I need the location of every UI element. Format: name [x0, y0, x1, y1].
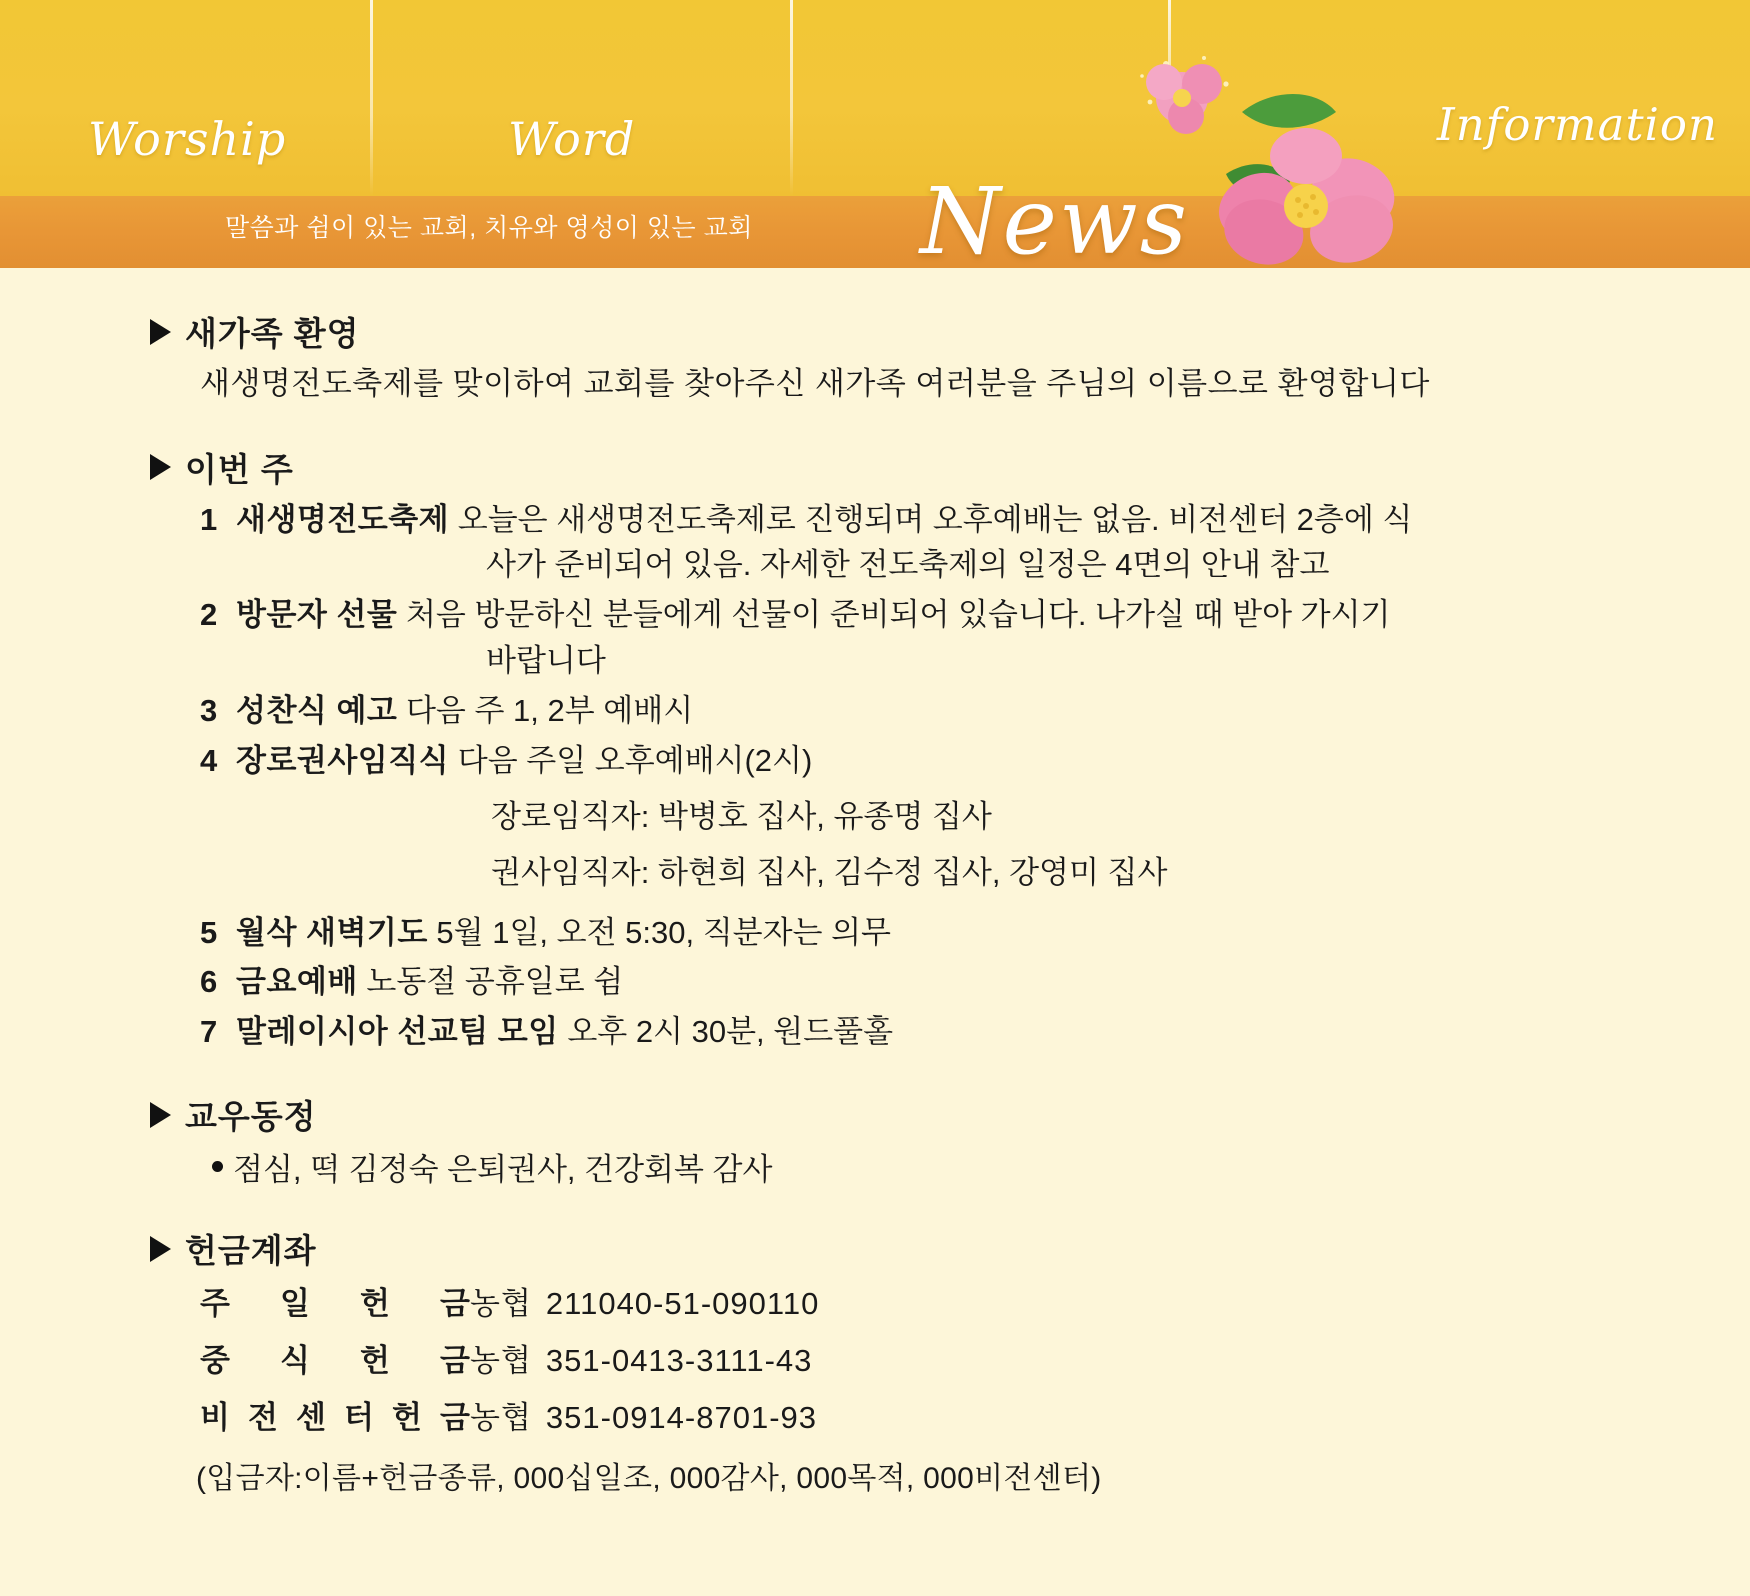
item-index: 3: [200, 693, 218, 728]
account-label-char: 일: [280, 1286, 310, 1322]
account-label-char: 헌: [360, 1343, 390, 1379]
section-members-title: 교우동정: [185, 1098, 317, 1136]
list-item: [0, 592, 1750, 684]
page-header: [0, 0, 1750, 196]
account-label-char: 터: [344, 1400, 374, 1436]
item-lead: 장로권사임직식: [236, 742, 450, 778]
item-continuation: 바랍니다: [486, 643, 606, 679]
triangle-bullet-icon: [150, 454, 171, 480]
item-index: 5: [200, 914, 218, 950]
dot-bullet-icon: [212, 1161, 223, 1172]
account-label-char: 중: [200, 1343, 230, 1379]
item-lead: 성찬식 예고: [236, 693, 398, 728]
section-welcome: [0, 308, 1750, 408]
section-welcome-header: [0, 308, 1750, 355]
header-divider-1: [370, 0, 373, 196]
account-label-char: 주: [200, 1286, 230, 1322]
header-tab-word[interactable]: Word: [508, 112, 636, 166]
section-welcome-text: 새생명전도축제를 맞이하여 교회를 찾아주신 새가족 여러분을 주님의 이름으로 환영합니다: [200, 366, 1430, 401]
this-week-list: [0, 497, 1750, 1056]
section-members: [0, 1091, 1750, 1189]
header-tab-information[interactable]: Information: [1436, 98, 1718, 151]
item-subline-elders: 장로임직자: 박병호 집사, 유종명 집사: [491, 798, 992, 834]
list-item: [0, 959, 1750, 1005]
section-members-header: [0, 1091, 1750, 1138]
item-lead: 말레이시아 선교팀 모임: [236, 1014, 559, 1050]
item-text: 다음 주 1, 2부 예배시: [405, 693, 694, 728]
item-subline-deaconesses: 권사임직자: 하현희 집사, 김수정 집사, 강영미 집사: [491, 854, 1168, 890]
triangle-bullet-icon: [150, 1102, 171, 1128]
account-label-char: 금: [440, 1343, 470, 1379]
account-label-char: 센: [296, 1400, 326, 1436]
item-text: 오늘은 새생명전도축제로 진행되며 오후예배는 없음. 비전센터 2층에 식: [457, 501, 1413, 537]
item-text: 처음 방문하신 분들에게 선물이 준비되어 있습니다. 나가실 때 받아 가시기: [405, 597, 1391, 633]
header-tab-worship[interactable]: Worship: [88, 112, 287, 166]
triangle-bullet-icon: [150, 1236, 171, 1262]
list-item: [0, 1144, 1750, 1189]
account-number: 211040-51-090110: [545, 1286, 820, 1322]
item-lead: 방문자 선물: [236, 597, 398, 633]
account-label-char: 금: [440, 1400, 470, 1436]
item-index: 2: [200, 597, 218, 633]
section-offering-header: [0, 1225, 1750, 1272]
offering-note: (입금자:이름+헌금종류, 000십일조, 000감사, 000목적, 000비전센터): [196, 1462, 1102, 1496]
section-this-week-title: 이번 주: [185, 450, 294, 488]
account-label: [200, 1335, 470, 1380]
bulletin-body: [0, 268, 1750, 1507]
item-index: 7: [200, 1014, 218, 1050]
item-lead: 새생명전도축제: [236, 501, 450, 537]
table-row: [0, 1335, 1750, 1380]
item-text: 5월 1일, 오전 5:30, 직분자는 의무: [436, 914, 891, 950]
section-offering-title: 헌금계좌: [185, 1232, 317, 1270]
list-item: [0, 910, 1750, 956]
list-item: [0, 688, 1750, 734]
account-bank: 농협: [470, 1400, 532, 1436]
section-offering: [0, 1225, 1750, 1497]
item-text: 노동절 공휴일로 쉼: [366, 964, 624, 1000]
account-label-char: 헌: [360, 1286, 390, 1322]
item-index: 4: [200, 742, 218, 778]
table-row: [0, 1278, 1750, 1323]
list-item: [0, 497, 1750, 589]
account-number: 351-0914-8701-93: [545, 1400, 818, 1436]
item-lead: 금요예배: [236, 964, 358, 1000]
account-label: [200, 1392, 470, 1437]
item-lead: 월삭 새벽기도: [236, 914, 428, 950]
header-divider-2: [790, 0, 793, 196]
account-label: [200, 1278, 470, 1323]
section-this-week: [0, 444, 1750, 1056]
news-title: News: [920, 168, 1189, 275]
table-row: [0, 1392, 1750, 1437]
header-divider-3: [1168, 0, 1171, 120]
list-item: [0, 738, 1750, 896]
account-bank: 농협: [470, 1343, 532, 1379]
item-index: 1: [200, 501, 218, 537]
list-item: [0, 1009, 1750, 1055]
account-label-char: 비: [200, 1400, 230, 1436]
slogan-text: 말씀과 쉼이 있는 교회, 치유와 영성이 있는 교회: [225, 214, 753, 242]
section-welcome-title: 새가족 환영: [185, 315, 360, 352]
account-label-char: 헌: [392, 1400, 422, 1436]
account-number: 351-0413-3111-43: [545, 1343, 813, 1379]
section-this-week-header: [0, 444, 1750, 491]
account-label-char: 식: [280, 1343, 310, 1379]
account-bank: 농협: [470, 1286, 532, 1322]
item-index: 6: [200, 964, 218, 1000]
item-text: 오후 2시 30분, 원드풀홀: [567, 1014, 894, 1050]
member-news-text: 점심, 떡 김정숙 은퇴권사, 건강회복 감사: [233, 1152, 773, 1188]
account-label-char: 금: [440, 1286, 470, 1322]
triangle-bullet-icon: [150, 319, 171, 345]
account-label-char: 전: [248, 1400, 278, 1436]
item-text: 다음 주일 오후예배시(2시): [457, 742, 813, 778]
item-continuation: 사가 준비되어 있음. 자세한 전도축제의 일정은 4면의 안내 참고: [486, 547, 1330, 583]
